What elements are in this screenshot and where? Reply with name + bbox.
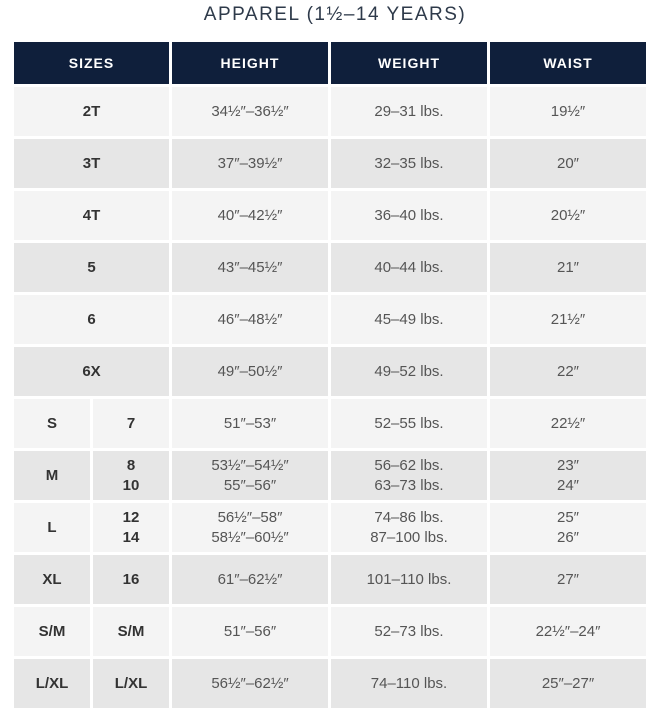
waist-cell-line: 24″ (557, 476, 579, 494)
weight-cell-line: 74–86 lbs. (374, 508, 444, 526)
weight-cell-line: 52–73 lbs. (374, 622, 444, 640)
waist-cell-line: 25″ (557, 508, 579, 526)
height-cell: 37″–39½″ (172, 139, 328, 188)
waist-cell-line: 23″ (557, 456, 579, 474)
table-row (14, 503, 646, 552)
waist-cell (490, 555, 646, 604)
height-cell: 40″–42½″ (172, 191, 328, 240)
size-cell: 4T (14, 191, 169, 240)
waist-cell: 21½″ (490, 295, 646, 344)
size-letter-cell: S (14, 399, 90, 448)
waist-cell (490, 399, 646, 448)
table-row (14, 555, 646, 604)
table-row (14, 87, 646, 136)
size-number-cell-line: 14 (122, 528, 140, 546)
waist-cell-line: 22½″–24″ (535, 622, 601, 640)
waist-cell-line: 26″ (557, 528, 579, 546)
weight-cell-line: 101–110 lbs. (366, 570, 452, 588)
waist-cell (490, 503, 646, 552)
size-cell: 3T (14, 139, 169, 188)
weight-cell-line: 74–110 lbs. (370, 674, 448, 692)
size-cell: 6 (14, 295, 169, 344)
table-header-row (14, 42, 646, 84)
header-weight: WEIGHT (331, 42, 487, 84)
height-cell (172, 555, 328, 604)
height-cell-line: 51″–56″ (223, 622, 277, 640)
height-cell-line: 55″–56″ (223, 476, 277, 494)
weight-cell (331, 555, 487, 604)
height-cell: 49″–50½″ (172, 347, 328, 396)
size-letter-cell: M (14, 451, 90, 500)
table-row (14, 191, 646, 240)
size-letter-cell: S/M (14, 607, 90, 656)
waist-cell-line: 25″–27″ (541, 674, 595, 692)
waist-cell: 21″ (490, 243, 646, 292)
height-cell-line: 53½″–54½″ (211, 456, 289, 474)
height-cell: 34½″–36½″ (172, 87, 328, 136)
size-number-cell-line: 7 (126, 414, 136, 432)
waist-cell: 22″ (490, 347, 646, 396)
size-number-cell (93, 659, 169, 708)
table-row (14, 607, 646, 656)
size-cell: 6X (14, 347, 169, 396)
height-cell-line: 56½″–62½″ (211, 674, 289, 692)
header-waist: WAIST (490, 42, 646, 84)
size-letter-cell: L/XL (14, 659, 90, 708)
height-cell-line: 51″–53″ (223, 414, 277, 432)
weight-cell (331, 503, 487, 552)
header-sizes: SIZES (14, 42, 169, 84)
table-row (14, 659, 646, 708)
table-row (14, 139, 646, 188)
height-cell-line: 56½″–58″ (217, 508, 283, 526)
weight-cell-line: 63–73 lbs. (374, 476, 444, 494)
height-cell (172, 607, 328, 656)
size-chart-table (11, 39, 649, 711)
waist-cell: 20″ (490, 139, 646, 188)
height-cell-line: 61″–62½″ (217, 570, 283, 588)
weight-cell-line: 87–100 lbs. (370, 528, 448, 546)
page-title: APPAREL (1½–14 YEARS) (203, 4, 467, 25)
size-letter-cell: XL (14, 555, 90, 604)
size-number-cell (93, 451, 169, 500)
weight-cell: 40–44 lbs. (331, 243, 487, 292)
weight-cell (331, 399, 487, 448)
table-row (14, 451, 646, 500)
weight-cell-line: 56–62 lbs. (374, 456, 444, 474)
height-cell-line: 58½″–60½″ (211, 528, 289, 546)
size-number-cell-line: 12 (122, 508, 140, 526)
waist-cell (490, 451, 646, 500)
weight-cell-line: 52–55 lbs. (374, 414, 444, 432)
height-cell (172, 399, 328, 448)
weight-cell: 29–31 lbs. (331, 87, 487, 136)
waist-cell: 19½″ (490, 87, 646, 136)
size-cell: 5 (14, 243, 169, 292)
waist-cell: 20½″ (490, 191, 646, 240)
height-cell: 43″–45½″ (172, 243, 328, 292)
header-height: HEIGHT (172, 42, 328, 84)
table-row (14, 295, 646, 344)
waist-cell (490, 607, 646, 656)
waist-cell-line: 22½″ (550, 414, 586, 432)
size-number-cell-line: 16 (122, 570, 140, 588)
height-cell (172, 451, 328, 500)
waist-cell-line: 27″ (557, 570, 579, 588)
height-cell: 46″–48½″ (172, 295, 328, 344)
weight-cell (331, 607, 487, 656)
size-number-cell-line: L/XL (114, 674, 148, 692)
table-row (14, 347, 646, 396)
weight-cell: 32–35 lbs. (331, 139, 487, 188)
height-cell (172, 659, 328, 708)
size-letter-cell: L (14, 503, 90, 552)
weight-cell: 45–49 lbs. (331, 295, 487, 344)
size-number-cell-line: 8 (126, 456, 136, 474)
height-cell (172, 503, 328, 552)
waist-cell (490, 659, 646, 708)
weight-cell: 36–40 lbs. (331, 191, 487, 240)
size-cell: 2T (14, 87, 169, 136)
size-number-cell (93, 399, 169, 448)
size-number-cell-line: 10 (122, 476, 140, 494)
weight-cell: 49–52 lbs. (331, 347, 487, 396)
weight-cell (331, 451, 487, 500)
size-number-cell-line: S/M (117, 622, 145, 640)
size-number-cell (93, 503, 169, 552)
table-row (14, 243, 646, 292)
table-row (14, 399, 646, 448)
weight-cell (331, 659, 487, 708)
size-number-cell (93, 555, 169, 604)
size-number-cell (93, 607, 169, 656)
